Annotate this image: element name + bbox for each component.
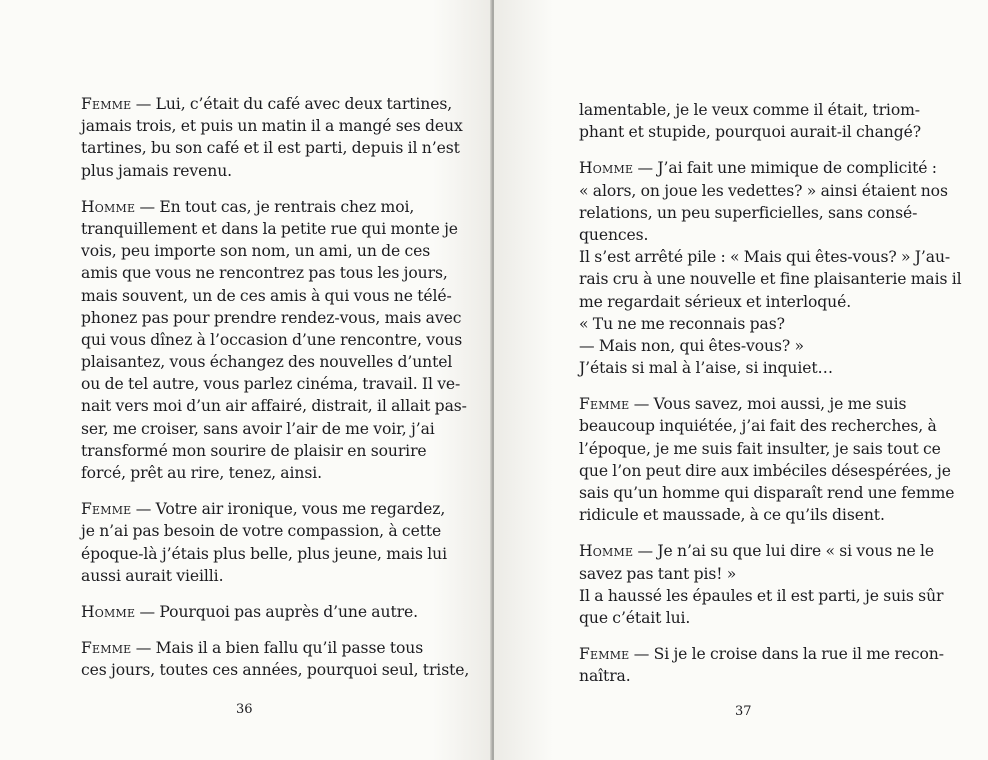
- text-line: [579, 99, 920, 121]
- text-line: [579, 504, 906, 526]
- text-line: [81, 543, 448, 565]
- line-text: nait vers moi d’un air affairé, distrait, il allait pas-: [81, 397, 467, 416]
- dialogue-paragraph: [579, 540, 944, 629]
- line-text: plaisantez, vous échangez des nouvelles d’untel: [81, 353, 453, 372]
- line-text: l’époque, je me suis fait insulter, je sais tout ce: [579, 439, 941, 458]
- line-text: sais qu’un homme qui disparaît rend une femme: [579, 484, 955, 502]
- dialogue-paragraph: [81, 196, 467, 484]
- left-page: [0, 0, 492, 760]
- line-text: « alors, on joue les vedettes? » ainsi étaient nos: [579, 181, 948, 200]
- line-text: transformé mon sourire de plaisir en sourire: [81, 441, 427, 460]
- text-line: [579, 246, 951, 268]
- right-page-text: [579, 99, 962, 702]
- line-text: naîtra.: [579, 667, 631, 686]
- line-text: qui vous dînez à l’occasion d’une rencontre, vous: [81, 330, 463, 349]
- speaker-name: Femme: [81, 95, 132, 113]
- line-text: phant et stupide, pourquoi aurait-il changé?: [579, 123, 922, 142]
- line-text: Il a haussé les épaules et il est parti, je suis sûr: [579, 586, 944, 605]
- speaker-name: Homme: [81, 197, 136, 216]
- line-text: relations, un peu superficielles, sans consé-: [579, 203, 918, 222]
- text-line: [579, 202, 918, 224]
- text-line: [81, 93, 453, 115]
- speaker-name: Homme: [81, 602, 136, 621]
- dialogue-paragraph: [579, 99, 922, 143]
- line-text: que l’on peut dire aux imbéciles désespérées, je: [579, 461, 951, 480]
- left-page-text: [81, 93, 470, 696]
- text-line: [81, 351, 453, 373]
- dialogue-paragraph: [579, 643, 944, 687]
- text-line: [579, 180, 948, 202]
- text-line: [81, 440, 427, 462]
- text-line: [81, 498, 446, 520]
- line-text: — Si je le croise dans la rue il me recon-: [629, 645, 944, 664]
- line-text: beaucoup inquiétée, j’ai fait des recherches, à: [579, 417, 937, 436]
- line-text: ces jours, toutes ces années, pourquoi seul, triste,: [81, 661, 470, 680]
- line-text: ridicule et maussade, à ce qu’ils disent.: [579, 506, 885, 525]
- line-text: — Lui, c’était du café avec deux tartines,: [131, 95, 453, 113]
- line-text: — J’ai fait une mimique de complicité :: [633, 159, 937, 178]
- text-line: [81, 659, 470, 681]
- text-line: [579, 393, 906, 415]
- line-text: — Je n’ai su que lui dire « si vous ne le: [633, 542, 935, 561]
- line-text: je n’ai pas besoin de votre compassion, à cette: [81, 522, 442, 541]
- line-text: J’étais si mal à l’aise, si inquiet…: [579, 359, 834, 378]
- line-text: phonez pas pour prendre rendez-vous, mais avec: [81, 308, 462, 327]
- page-number: 36: [236, 702, 253, 717]
- speaker-name: Homme: [579, 159, 634, 178]
- line-text: — Mais non, qui êtes-vous? »: [579, 336, 804, 355]
- dialogue-paragraph: [579, 157, 962, 379]
- line-text: ser, me croiser, sans avoir l’air de me voir, j’ai: [81, 419, 435, 438]
- text-line: [579, 563, 906, 585]
- text-line: [579, 291, 906, 313]
- text-line: [579, 335, 906, 357]
- right-page: [494, 0, 988, 760]
- line-text: — Mais il a bien fallu qu’il passe tous: [131, 639, 424, 658]
- speaker-name: Femme: [579, 395, 630, 414]
- line-text: plus jamais revenu.: [81, 161, 232, 180]
- line-text: tranquillement et dans la petite rue qui monte je: [81, 219, 458, 238]
- text-line: [579, 540, 935, 562]
- line-text: tartines, bu son café et il est parti, depuis il n’est: [81, 139, 460, 158]
- text-line: [579, 224, 906, 246]
- line-text: — Vous savez, moi aussi, je me suis: [629, 395, 907, 414]
- text-line: [81, 196, 415, 218]
- text-line: [579, 268, 962, 290]
- line-text: que c’était lui.: [579, 608, 691, 627]
- text-line: [579, 313, 906, 335]
- line-text: me regardait sérieux et interloqué.: [579, 292, 852, 311]
- speaker-name: Femme: [579, 645, 630, 664]
- page-number: 37: [735, 704, 752, 719]
- dialogue-paragraph: [81, 498, 448, 587]
- line-text: — Votre air ironique, vous me regardez,: [131, 500, 446, 519]
- text-line: [81, 240, 431, 262]
- text-line: [579, 415, 937, 437]
- text-line: [579, 157, 937, 179]
- line-text: amis que vous ne rencontrez pas tous les jours,: [81, 264, 448, 283]
- text-line: [81, 115, 463, 137]
- dialogue-paragraph: [81, 93, 463, 182]
- text-line: [579, 482, 955, 504]
- line-text: vois, peu importe son nom, un ami, un de ces: [81, 242, 431, 261]
- line-text: « Tu ne me reconnais pas?: [579, 314, 785, 333]
- text-line: [81, 262, 448, 284]
- text-line: [579, 460, 951, 482]
- speaker-name: Homme: [579, 542, 634, 561]
- text-line: [81, 137, 460, 159]
- text-line: [81, 601, 418, 623]
- text-line: [579, 607, 906, 629]
- line-text: ou de tel autre, vous parlez cinéma, travail. Il ve-: [81, 375, 461, 394]
- text-line: [81, 160, 410, 182]
- line-text: jamais trois, et puis un matin il a mangé ses deux: [81, 117, 463, 136]
- text-line: [579, 357, 906, 379]
- text-line: [81, 565, 410, 587]
- line-text: Il s’est arrêté pile : « Mais qui êtes-vous? » J’au-: [579, 248, 951, 267]
- text-line: [81, 329, 463, 351]
- text-line: [579, 643, 944, 665]
- text-line: [81, 218, 458, 240]
- line-text: quences.: [579, 225, 649, 244]
- text-line: [579, 438, 941, 460]
- text-line: [81, 462, 410, 484]
- line-text: — Pourquoi pas auprès d’une autre.: [135, 602, 418, 621]
- line-text: savez pas tant pis! »: [579, 564, 737, 583]
- line-text: mais souvent, un de ces amis à qui vous ne télé-: [81, 286, 452, 305]
- text-line: [81, 307, 462, 329]
- speaker-name: Femme: [81, 500, 132, 519]
- text-line: [81, 285, 452, 307]
- text-line: [81, 418, 435, 440]
- line-text: rais cru à une nouvelle et fine plaisanterie mais il: [579, 270, 962, 289]
- text-line: [579, 665, 906, 687]
- text-line: [579, 585, 944, 607]
- dialogue-paragraph: [81, 601, 418, 623]
- line-text: lamentable, je le veux comme il était, triom-: [579, 101, 920, 119]
- text-line: [81, 395, 467, 417]
- dialogue-paragraph: [579, 393, 955, 526]
- text-line: [81, 637, 424, 659]
- line-text: — En tout cas, je rentrais chez moi,: [135, 197, 415, 216]
- dialogue-paragraph: [81, 637, 470, 681]
- text-line: [579, 121, 922, 143]
- line-text: aussi aurait vieilli.: [81, 566, 224, 585]
- line-text: époque-là j’étais plus belle, plus jeune, mais lui: [81, 544, 448, 563]
- text-line: [81, 373, 461, 395]
- text-line: [81, 520, 442, 542]
- line-text: forcé, prêt au rire, tenez, ainsi.: [81, 464, 322, 482]
- speaker-name: Femme: [81, 639, 132, 658]
